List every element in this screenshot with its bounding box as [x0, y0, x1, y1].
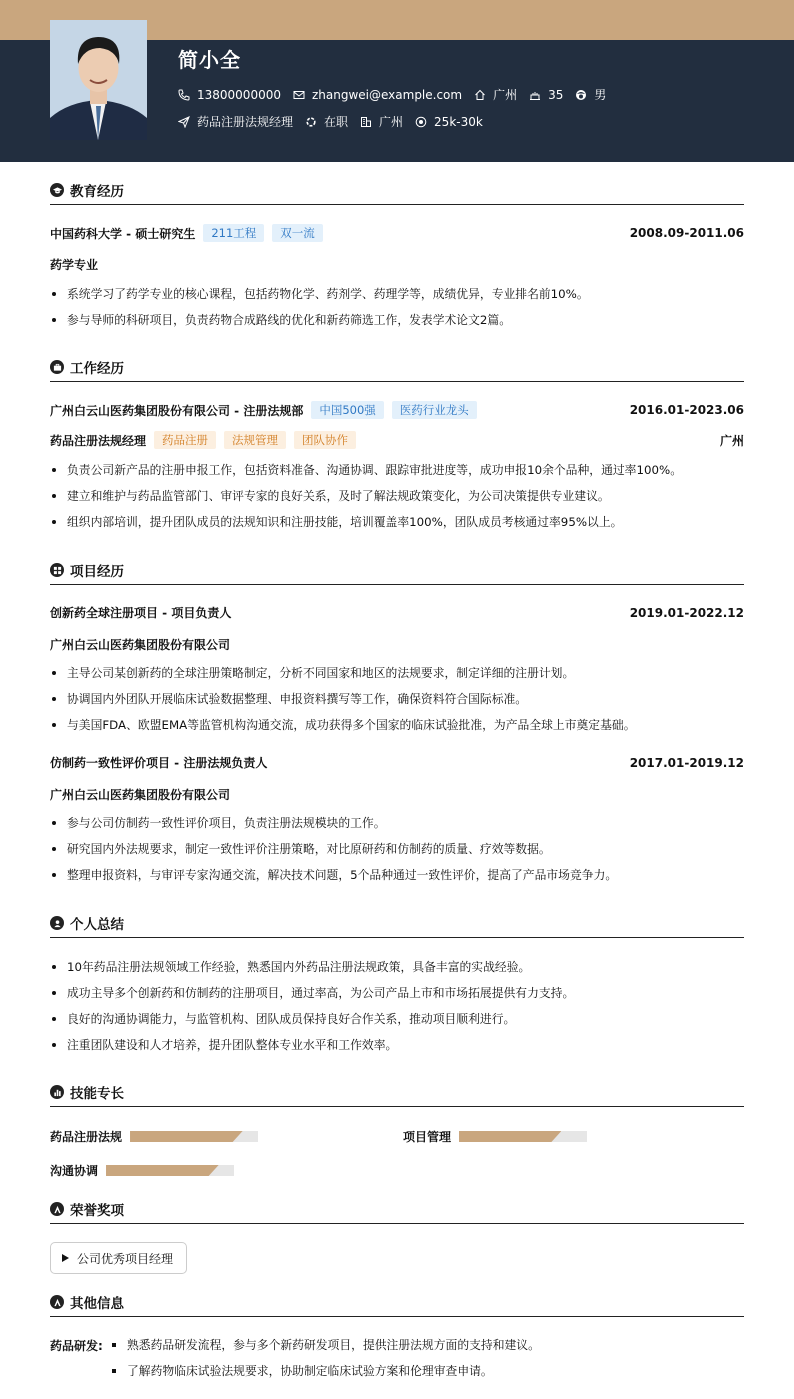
work-title: 工作经历 — [50, 355, 744, 382]
email-info — [293, 88, 462, 102]
mail-icon — [293, 89, 305, 101]
project-period: 2019.01-2022.12 — [629, 605, 744, 620]
other-label: 药品研发: — [50, 1339, 103, 1353]
school-tag: 211工程 — [203, 224, 264, 242]
education-section — [50, 178, 744, 205]
skill-item — [50, 1162, 234, 1179]
target-icon — [415, 116, 427, 128]
work-bullets — [50, 460, 750, 538]
briefcase-icon — [50, 360, 64, 374]
position-tag: 法规管理 — [224, 431, 286, 449]
list-item: 成功主导多个创新药和仿制药的注册项目，通过率高，为公司产品上市和市场拓展提供有力支持。 — [50, 983, 750, 1009]
candidate-name: 简小全 — [178, 48, 241, 72]
salary-text: 25k-30k — [434, 114, 483, 129]
phone-text: 13800000000 — [197, 87, 281, 102]
projects-section — [50, 558, 744, 585]
work-period: 2016.01-2023.06 — [629, 403, 744, 417]
list-item: 参与公司仿制药一致性评价项目，负责注册法规模块的工作。 — [50, 813, 750, 839]
work-location: 广州 — [719, 433, 744, 448]
company-name: 广州白云山医药集团股份有限公司 - 注册法规部 — [50, 403, 304, 418]
city-text: 广州 — [379, 115, 404, 129]
list-item: 熟悉药品研发流程，参与多个新药研发项目，提供注册法规方面的支持和建议。 — [110, 1335, 540, 1361]
phone-info — [178, 88, 281, 102]
job-target-text: 药品注册法规经理 — [197, 115, 294, 129]
project-company: 广州白云山医药集团股份有限公司 — [50, 788, 231, 802]
position-tag: 药品注册 — [154, 431, 216, 449]
grid-icon — [50, 563, 64, 577]
project-header-row — [50, 604, 744, 621]
home-icon — [474, 89, 486, 101]
job-target-info — [178, 113, 293, 130]
project-bullets — [50, 813, 750, 891]
spinner-icon — [305, 116, 317, 128]
position-tag: 团队协作 — [294, 431, 356, 449]
awards-title: 荣誉奖项 — [50, 1197, 744, 1224]
education-title: 教育经历 — [50, 178, 744, 205]
gender-info — [575, 86, 606, 103]
skills-title: 技能专长 — [50, 1080, 744, 1107]
skills-section — [50, 1080, 744, 1107]
work-section — [50, 355, 744, 382]
status-text: 在职 — [324, 115, 349, 129]
award-icon — [50, 1202, 64, 1216]
skill-bar — [106, 1165, 234, 1176]
skill-item — [50, 1128, 258, 1145]
job-row — [178, 113, 495, 130]
phone-icon — [178, 89, 190, 101]
list-item: 注重团队建设和人才培养，提升团队整体专业水平和工作效率。 — [50, 1035, 750, 1061]
skill-name: 沟通协调 — [50, 1164, 99, 1178]
list-item: 负责公司新产品的注册申报工作，包括资料准备、沟通协调、跟踪审批进度等，成功申报10余个品种，通过率100%。 — [50, 460, 750, 486]
list-item: 系统学习了药学专业的核心课程，包括药物化学、药剂学、药理学等，成绩优异，专业排名前10%。 — [50, 284, 750, 310]
location-info — [474, 86, 517, 103]
list-item: 研究国内外法规要求，制定一致性评价注册策略，对比原研药和仿制药的质量、疗效等数据。 — [50, 839, 750, 865]
list-item: 主导公司某创新药的全球注册策略制定，分析不同国家和地区的法规要求，制定详细的注册计划。 — [50, 663, 750, 689]
award-item[interactable] — [50, 1242, 187, 1274]
skill-item — [403, 1128, 587, 1145]
summary-title: 个人总结 — [50, 911, 744, 938]
list-item: 良好的沟通协调能力，与监管机构、团队成员保持良好合作关系，推动项目顺利进行。 — [50, 1009, 750, 1035]
company-tag: 中国500强 — [311, 401, 383, 419]
project-period: 2017.01-2019.12 — [629, 755, 744, 770]
city-info — [360, 113, 403, 130]
education-period: 2008.09-2011.06 — [629, 226, 744, 240]
work-header-row — [50, 401, 744, 419]
contact-row — [178, 86, 618, 103]
project-header-row — [50, 754, 744, 771]
school-name: 中国药科大学 - 硕士研究生 — [50, 226, 196, 241]
person-icon — [575, 89, 587, 101]
user-icon — [50, 916, 64, 930]
other-title: 其他信息 — [50, 1290, 744, 1317]
list-item: 与美国FDA、欧盟EMA等监管机构沟通交流，成功获得多个国家的临床试验批准，为产品全球上市奠定基础。 — [50, 715, 750, 741]
list-item: 建立和维护与药品监管部门、审评专家的良好关系，及时了解法规政策变化，为公司决策提供专业建议。 — [50, 486, 750, 512]
summary-section — [50, 911, 744, 938]
projects-title: 项目经历 — [50, 558, 744, 585]
other-section — [50, 1290, 744, 1317]
skill-name: 项目管理 — [403, 1130, 452, 1144]
avatar-photo — [50, 20, 147, 140]
list-item: 组织内部培训，提升团队成员的法规知识和注册技能，培训覆盖率100%，团队成员考核通过率95%以上。 — [50, 512, 750, 538]
cake-icon — [529, 89, 541, 101]
status-info — [305, 113, 348, 130]
company-tag: 医药行业龙头 — [392, 401, 477, 419]
graduation-cap-icon — [50, 183, 64, 197]
awards-section — [50, 1197, 744, 1224]
location-text: 广州 — [493, 88, 518, 102]
skill-name: 药品注册法规 — [50, 1130, 123, 1144]
building-icon — [360, 116, 372, 128]
list-item: 了解药物临床试验法规要求，协助制定临床试验方案和伦理审查申请。 — [110, 1361, 540, 1387]
email-text: zhangwei@example.com — [311, 87, 463, 102]
bar-chart-icon — [50, 1085, 64, 1099]
skill-bar — [130, 1131, 258, 1142]
project-bullets — [50, 663, 750, 741]
project-company: 广州白云山医药集团股份有限公司 — [50, 638, 231, 652]
salary-info — [415, 115, 483, 129]
award-text: 公司优秀项目经理 — [77, 1251, 174, 1266]
list-item: 参与导师的科研项目，负责药物合成路线的优化和新药筛选工作，发表学术论文2篇。 — [50, 310, 750, 336]
age-info — [529, 88, 563, 102]
send-icon — [178, 116, 190, 128]
age-text: 35 — [548, 87, 564, 102]
education-bullets — [50, 284, 750, 336]
other-bullets — [110, 1335, 540, 1387]
position-name: 药品注册法规经理 — [50, 433, 147, 448]
skill-bar — [459, 1131, 587, 1142]
gender-text: 男 — [594, 88, 607, 102]
award-icon — [50, 1295, 64, 1309]
school-tag: 双一流 — [272, 224, 323, 242]
list-item: 10年药品注册法规领域工作经验，熟悉国内外药品注册法规政策，具备丰富的实战经验。 — [50, 957, 750, 983]
project-name: 创新药全球注册项目 - 项目负责人 — [50, 606, 232, 620]
skill-bar-fill — [130, 1131, 243, 1142]
project-name: 仿制药一致性评价项目 - 注册法规负责人 — [50, 756, 268, 770]
list-item: 整理申报资料，与审评专家沟通交流，解决技术问题，5个品种通过一致性评价，提高了产品市场竞争力。 — [50, 865, 750, 891]
education-major: 药学专业 — [50, 258, 99, 272]
play-icon — [62, 1254, 69, 1262]
skill-bar-fill — [459, 1131, 561, 1142]
summary-bullets — [50, 957, 750, 1061]
work-position-row — [50, 431, 744, 449]
list-item: 协调国内外团队开展临床试验数据整理、申报资料撰写等工作，确保资料符合国际标准。 — [50, 689, 750, 715]
skill-bar-fill — [106, 1165, 219, 1176]
education-header-row — [50, 224, 744, 242]
